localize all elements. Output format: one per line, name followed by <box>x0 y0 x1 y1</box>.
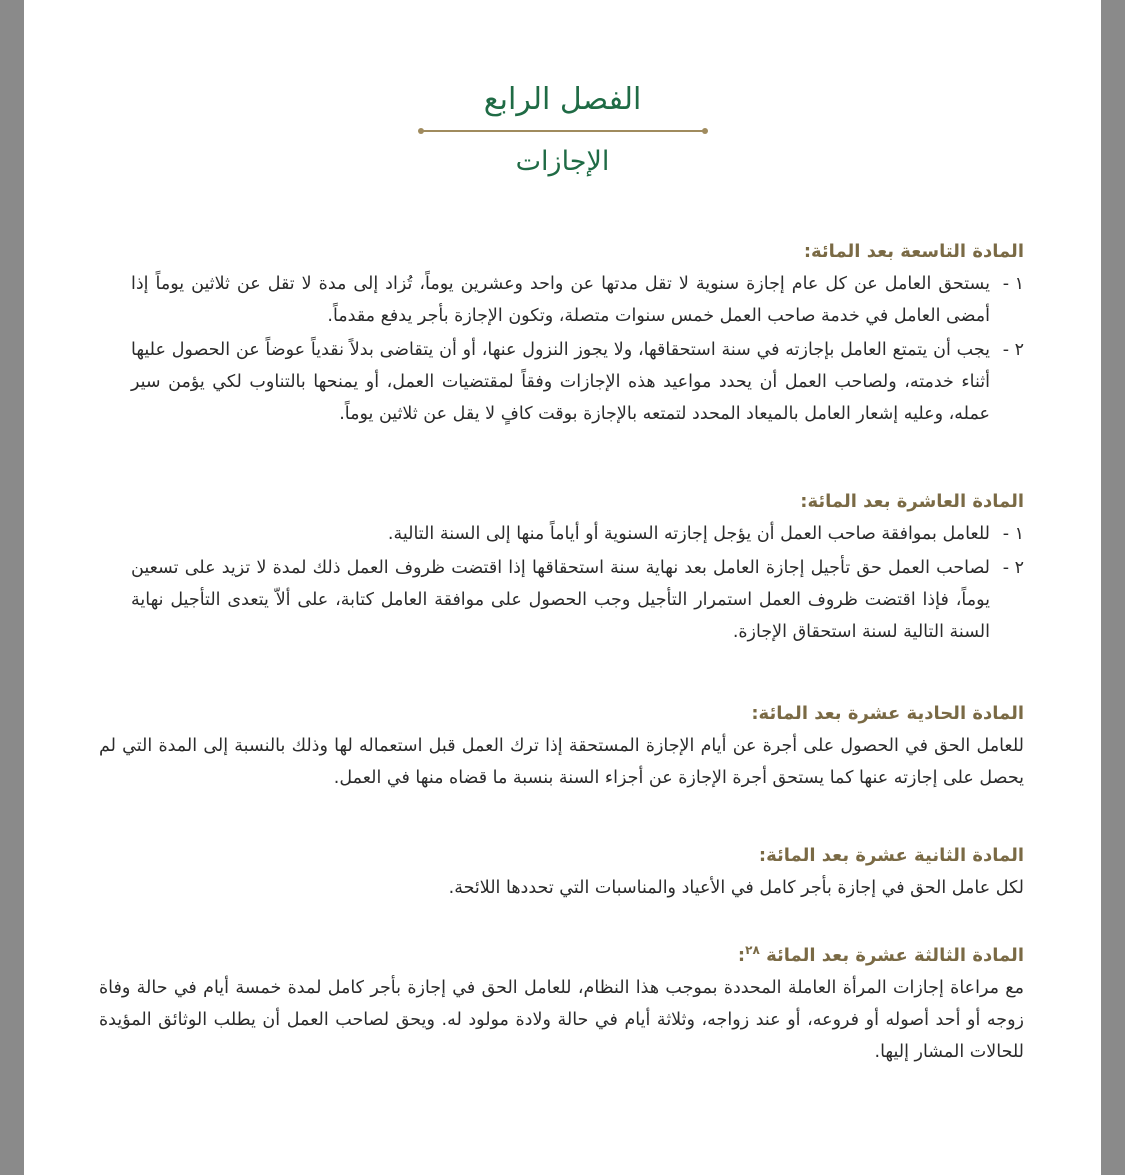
article-item <box>99 518 1024 550</box>
chapter-header <box>24 80 1101 180</box>
article-title: المادة الثانية عشرة بعد المائة: <box>758 845 1024 866</box>
article-item <box>99 268 1024 332</box>
article-109 <box>99 236 1024 430</box>
article-title <box>99 940 1024 972</box>
article-112 <box>99 840 1024 904</box>
footnote-marker[interactable]: ٢٨ <box>745 943 760 957</box>
item-number: ٢ - <box>1002 558 1024 578</box>
article-113 <box>99 940 1024 1068</box>
title-divider <box>418 126 708 136</box>
item-text: يجب أن يتمتع العامل بإجازته في سنة استحقاقها، ولا يجوز النزول عنها، أو أن يتقاضى بدلاً نقدياً عوضاً عن الحصول عليها أثناء خدمته، ولصاحب العمل أن يحدد مواعيد هذه الإجازات وفقاً لمقتضيات العمل، أو يمنحها بالتناوب لكي يؤمن سير عمله، وعليه إشعار العامل بالميعاد المحدد لتمتعه بالإجازة بوقت كافٍ لا يقل عن ثلاثين يوماً. <box>131 340 990 424</box>
article-item <box>99 552 1024 648</box>
article-title-colon: : <box>737 945 746 966</box>
document-page <box>24 0 1101 1175</box>
article-110 <box>99 486 1024 648</box>
chapter-subtitle: الإجازات <box>515 146 610 177</box>
divider-line <box>421 130 705 132</box>
item-number: ٢ - <box>1002 340 1024 360</box>
article-title: المادة الحادية عشرة بعد المائة: <box>751 703 1024 724</box>
chapter-title: الفصل الرابع <box>483 82 642 117</box>
article-text: للعامل الحق في الحصول على أجرة عن أيام الإجازة المستحقة إذا ترك العمل قبل استعماله لها وذلك بالنسبة إلى المدة التي لم يحصل على إجازته عنها كما يستحق أجرة الإجازة عن أجزاء السنة بنسبة ما قضاه منها في العمل. <box>99 736 1024 788</box>
item-number: ١ - <box>1002 524 1024 544</box>
article-text: لكل عامل الحق في إجازة بأجر كامل في الأعياد والمناسبات التي تحددها اللائحة. <box>448 878 1024 898</box>
article-text: مع مراعاة إجازات المرأة العاملة المحددة بموجب هذا النظام، للعامل الحق في إجازة بأجر كامل لمدة خمسة أيام في حالة وفاة زوجه أو أحد أصوله أو فروعه، أو عند زواجه، وثلاثة أيام في حالة ولادة مولود له. ويحق لصاحب العمل أن يطلب الوثائق المؤيدة للحالات المشار إليها. <box>99 978 1024 1062</box>
document-body <box>99 236 1024 1068</box>
item-text: يستحق العامل عن كل عام إجازة سنوية لا تقل مدتها عن واحد وعشرين يوماً، تُزاد إلى مدة لا تقل عن ثلاثين يوماً إذا أمضى العامل في خدمة صاحب العمل خمس سنوات متصلة، وتكون الإجازة بأجر يدفع مقدماً. <box>131 274 990 326</box>
item-text: لصاحب العمل حق تأجيل إجازة العامل بعد نهاية سنة استحقاقها إذا اقتضت ظروف العمل ذلك لمدة لا تزيد على تسعين يوماً، فإذا اقتضت ظروف العمل استمرار التأجيل وجب الحصول على موافقة العامل كتابة، على ألاّ يتعدى التأجيل نهاية السنة التالية لسنة استحقاق الإجازة. <box>131 558 990 642</box>
item-number: ١ - <box>1002 274 1024 294</box>
item-text: للعامل بموافقة صاحب العمل أن يؤجل إجازته السنوية أو أياماً منها إلى السنة التالية. <box>387 524 990 544</box>
divider-dot-left <box>418 128 424 134</box>
article-title: المادة العاشرة بعد المائة: <box>800 491 1024 512</box>
divider-dot-right <box>702 128 708 134</box>
article-title-text: المادة الثالثة عشرة بعد المائة <box>766 945 1024 966</box>
article-111 <box>99 698 1024 794</box>
article-title: المادة التاسعة بعد المائة: <box>803 241 1024 262</box>
article-item <box>99 334 1024 430</box>
